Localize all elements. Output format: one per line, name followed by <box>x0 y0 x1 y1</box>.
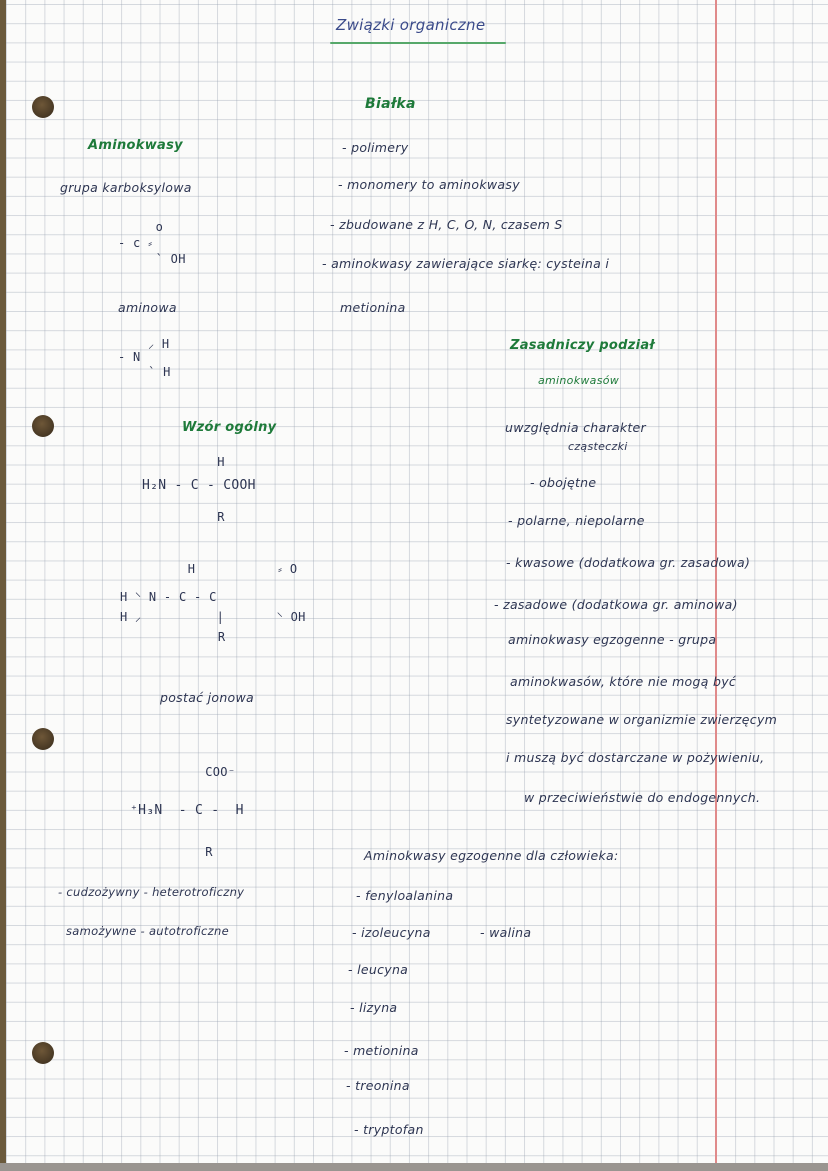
exogenous-definition: aminokwasów, które nie mogą być <box>510 674 737 689</box>
amino-acid-item: - metionina <box>344 1043 419 1058</box>
amino-acid-item: - izoleucyna <box>352 925 431 940</box>
amino-acid-item: - treonina <box>346 1078 410 1093</box>
general-formula: R <box>142 510 225 524</box>
page-binding-edge <box>0 0 6 1171</box>
ionic-form-label: postać jonowa <box>160 690 254 705</box>
division-heading-sub: aminokwasów <box>538 374 620 387</box>
amino-acid-item: - tryptofan <box>354 1122 424 1137</box>
title-underline <box>330 42 506 44</box>
general-formula: H₂N - C - COOH <box>142 478 256 493</box>
aminoacids-heading: Aminokwasy <box>88 138 183 153</box>
division-text: cząsteczki <box>568 440 628 453</box>
amino-acid-item: - fenyloalanina <box>356 888 454 903</box>
page-title: Związki organiczne <box>336 16 486 34</box>
carboxyl-formula: o <box>118 220 164 234</box>
amino-label: aminowa <box>118 300 177 315</box>
ionic-formula: R <box>130 845 213 859</box>
carboxyl-formula: - c ⸗ <box>118 236 153 250</box>
protein-bullet: - monomery to aminokwasy <box>338 177 520 192</box>
exogenous-definition: i muszą być dostarczane w pożywieniu, <box>506 750 765 765</box>
division-item: - kwasowe (dodatkowa gr. zasadowa) <box>506 555 751 570</box>
general-formula-heading: Wzór ogólny <box>182 420 277 435</box>
amino-formula: ⸝ H <box>118 337 170 351</box>
protein-bullet: - aminokwasy zawierające siarkę: cysteina i <box>322 256 610 271</box>
carboxyl-formula: ` OH <box>118 252 186 266</box>
proteins-heading: Białka <box>365 96 416 112</box>
carboxyl-label: grupa karboksylowa <box>60 180 192 195</box>
punch-hole <box>32 96 54 118</box>
amino-acid-item: - walina <box>480 925 532 940</box>
division-text: uwzględnia charakter <box>505 420 646 435</box>
ionic-formula: ⁺H₃N - C - H <box>130 803 244 818</box>
exogenous-definition: syntetyzowane w organizmie zwierzęcym <box>506 712 778 727</box>
ionic-formula: COO⁻ <box>130 765 236 779</box>
structural-formula: H ⸝ | ⸌ OH <box>120 610 306 624</box>
protein-bullet: metionina <box>340 300 406 315</box>
note-autotrophic: samożywne - autotroficzne <box>66 924 229 938</box>
amino-acid-item: - leucyna <box>348 962 409 977</box>
amino-formula: ` H <box>118 365 171 379</box>
division-item: - polarne, niepolarne <box>508 513 645 528</box>
margin-line <box>715 0 717 1171</box>
exogenous-definition: aminokwasy egzogenne - grupa <box>508 632 717 647</box>
structural-formula: H ⸗ O <box>120 562 298 576</box>
amino-formula: - N <box>118 350 141 364</box>
structural-formula: H ⸌ N - C - C <box>120 590 217 604</box>
protein-bullet: - zbudowane z H, C, O, N, czasem S <box>330 217 563 232</box>
note-heterotrophic: - cudzożywny - heterotroficzny <box>58 885 245 899</box>
punch-hole <box>32 415 54 437</box>
human-exogenous-heading: Aminokwasy egzogenne dla człowieka: <box>364 848 619 863</box>
punch-hole <box>32 1042 54 1064</box>
division-heading: Zasadniczy podział <box>510 338 655 353</box>
general-formula: H <box>142 455 225 469</box>
punch-hole <box>32 728 54 750</box>
exogenous-definition: w przeciwieństwie do endogennych. <box>524 790 761 805</box>
division-item: - zasadowe (dodatkowa gr. aminowa) <box>494 597 738 612</box>
structural-formula: R <box>120 630 226 644</box>
protein-bullet: - polimery <box>342 140 409 155</box>
division-item: - obojętne <box>530 475 597 490</box>
amino-acid-item: - lizyna <box>350 1000 398 1015</box>
page-bottom-edge <box>0 1163 828 1171</box>
